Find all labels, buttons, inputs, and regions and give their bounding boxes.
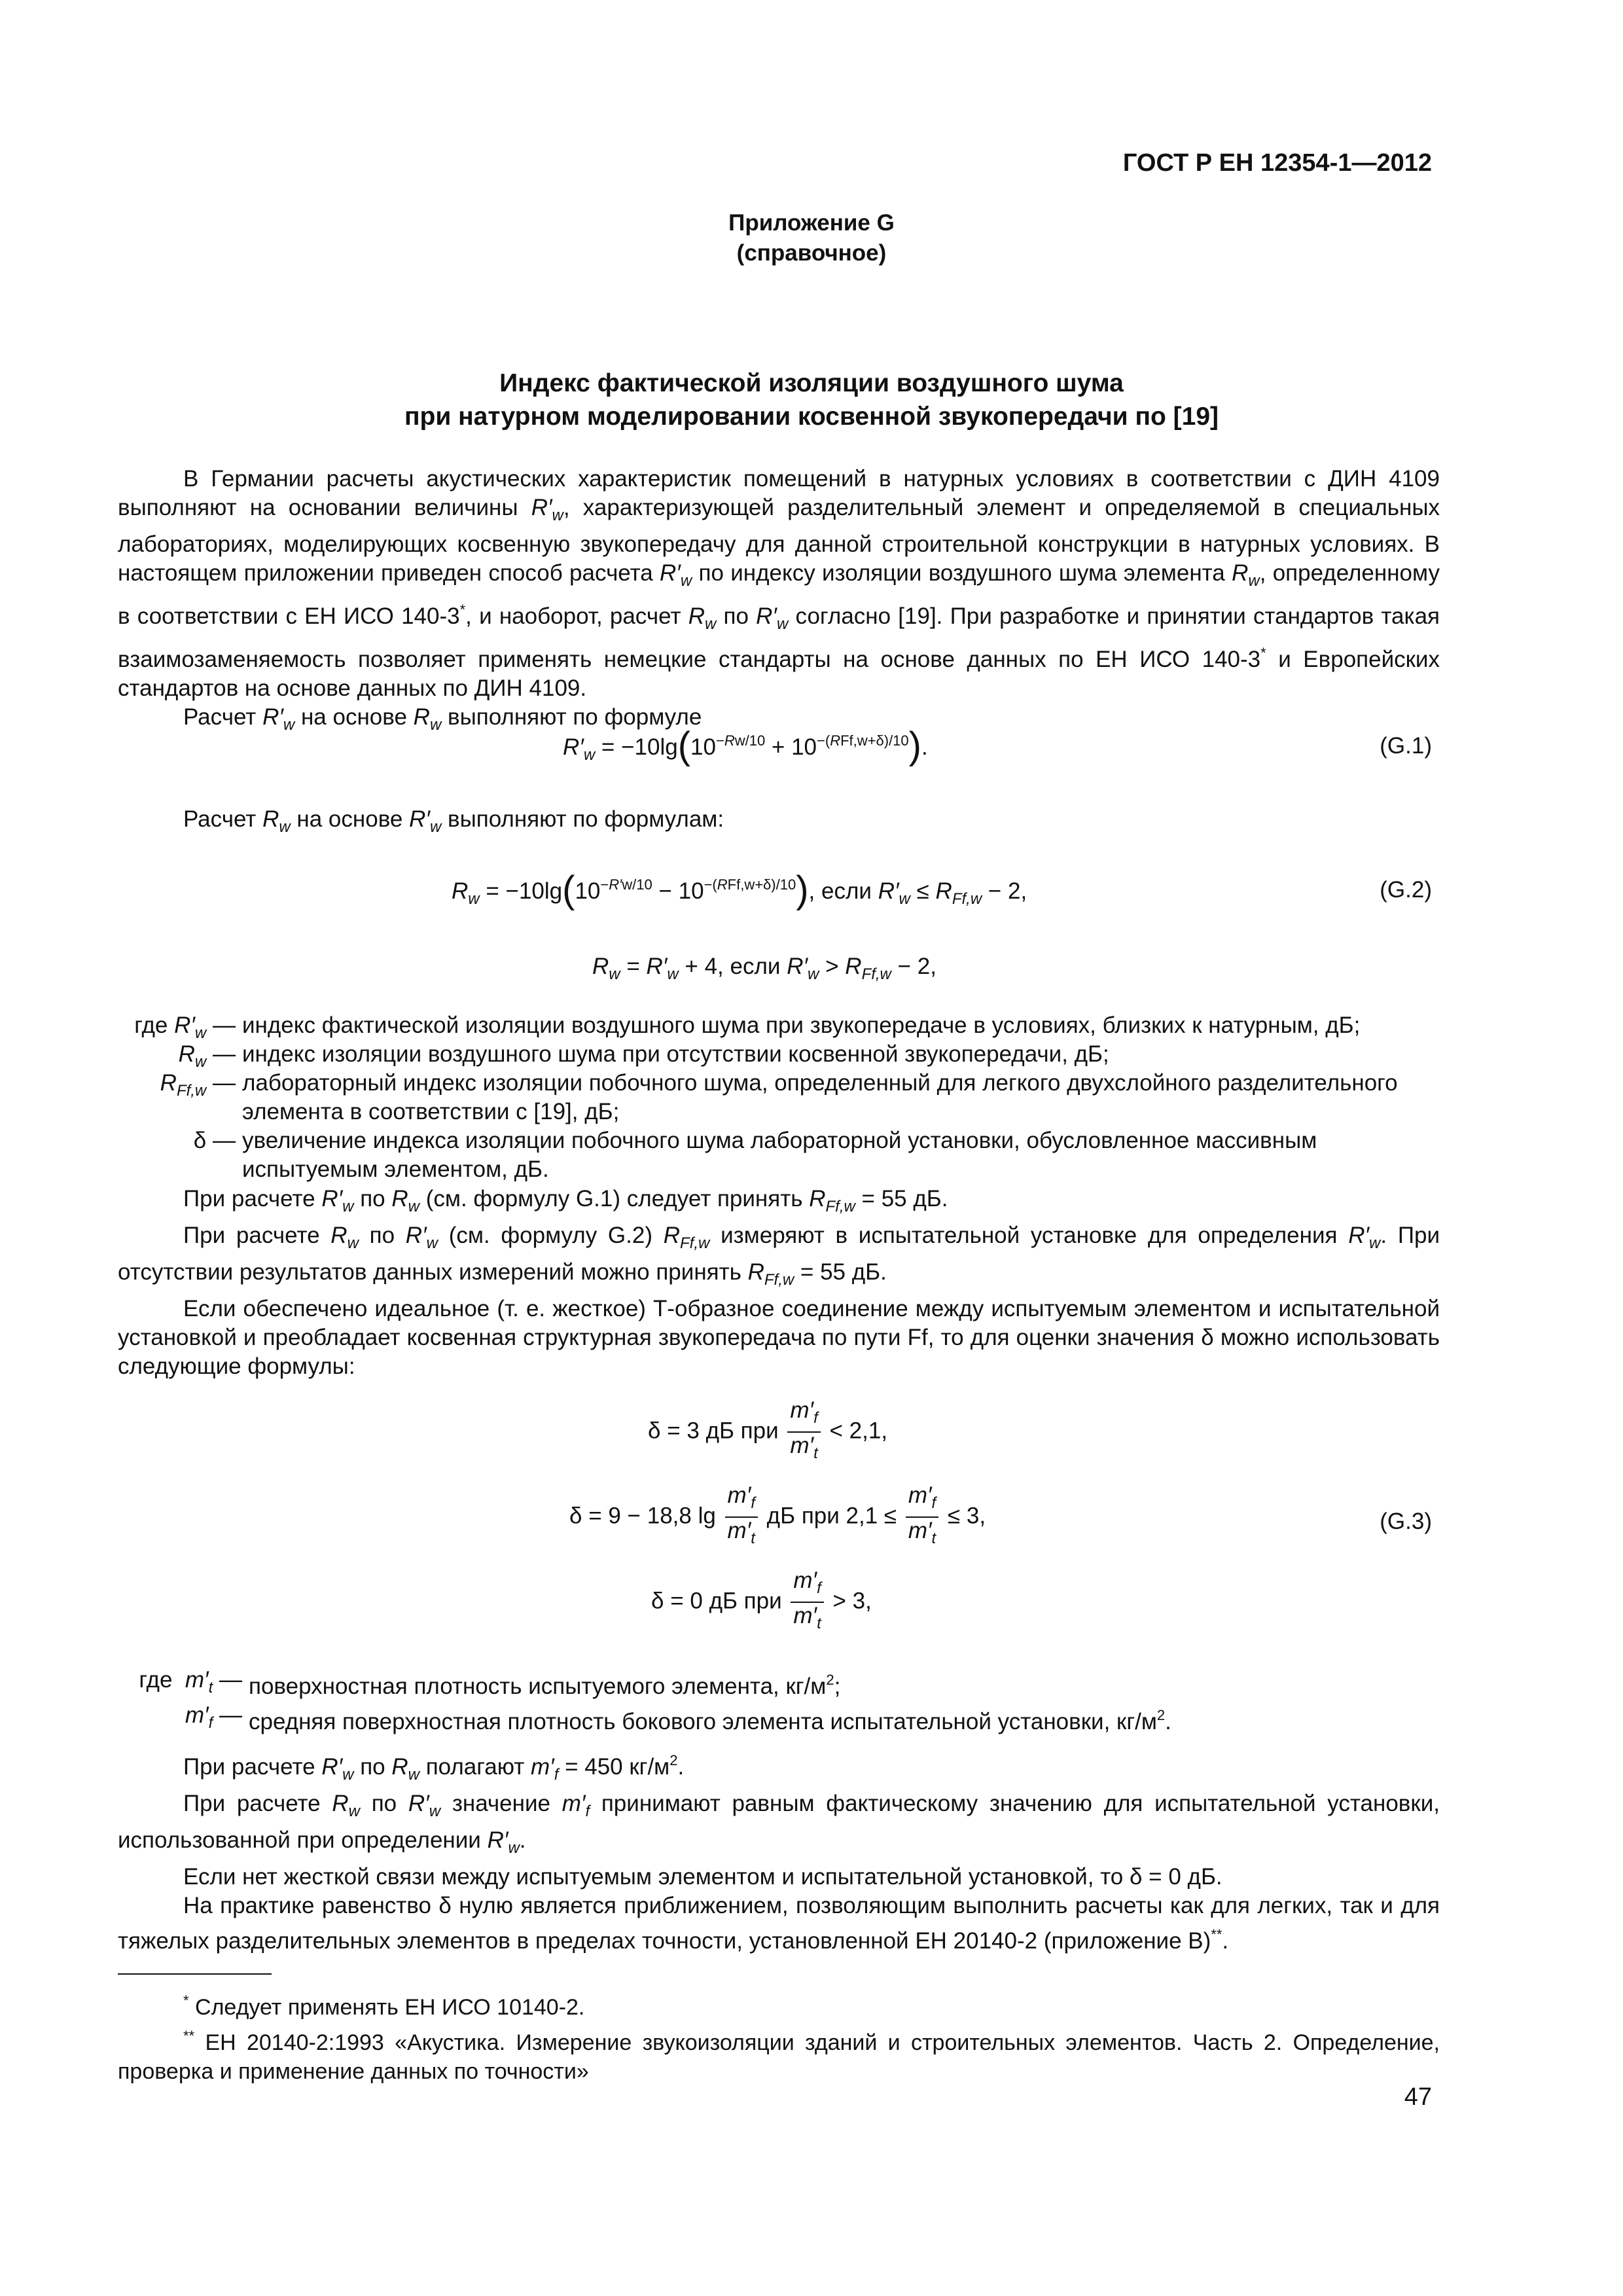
def-mf: $m'_f$ — средняя поверхностная плотность бокового элемента испытательной установки, $кг/м^2$. [185,1702,1171,1734]
def-rffw: $R_{Ff,w}$ — лабораторный индекс изоляции побочного шума, определенный для легкого двухслойного разделительного элемента в соответствии с [19], дБ; [160,1070,1398,1124]
formula-g3-line1: δ = 3 дБ при $\frac{m'_f}{m'_t}$ < 2,1, [648,1397,888,1462]
footnote-1: * Следует применять ЕН ИСО 10140-2. [183,1992,585,2020]
appendix-heading [0,208,1623,268]
formula-g2-line1: $R_w = -10\lg(10^{-R'w/10} - 10^{-(RFf,w+\delta)/10})$, если $R'_w \le R_{Ff,w} - 2$, [452,869,1027,911]
def-mt: где $m'_t$ — поверхностная плотность испытуемого элемента, $кг/м^2$; [139,1667,841,1699]
g2-intro: Расчет $R_w$ на основе $R'_w$ выполняют по формулам: [183,806,724,836]
formula-g1-number: (G.1) [1380,733,1432,759]
body-paragraphs: При расчете $R'_w$ по $R_w$ (см. формулу G.1) следует принять $R_{Ff,w} = 55$ дБ. При расчете $R_w$ по $R'_w$ (см. формулу G.2) $R_{Ff,w}$ измеряют в испытательной установке для определения $R'_w$. При отсутствии результатов данных измерений можно принять $R_{Ff,w} = 55$ дБ. Если обеспечено идеальное (т. е. жесткое) Т-образное соединение между испытуемым элементом и испытательной установкой и преобладает косвенная структурная звукопередача по пути Ff, то для оценки значения δ можно использовать следующие формулы: [118,1186,1440,1379]
def-delta: δ — увеличение индекса изоляции побочного шума лабораторной установки, обусловленное массивным испытуемым элементом, дБ. [193,1128,1317,1182]
appendix-type: (справочное) [736,240,887,266]
where-list-1 [118,1011,1440,1184]
def-rw: $R_w$ — индекс изоляции воздушного шума при отсутствии косвенной звукопередачи, дБ; [178,1041,1109,1071]
formula-g1: $R'_w = -10\lg(10^{-Rw/10} + 10^{-(RFf,w+\delta)/10})$. [563,725,928,767]
document-standard-header: ГОСТ Р ЕН 12354-1—2012 [1122,149,1432,177]
footnotes [118,1986,1440,2086]
intro-paragraph: В Германии расчеты акустических характеристик помещений в натурных условиях в соответствии с ДИН 4109 выполняют на основании величины $R'_w$, характеризующей разделительный элемент и определяемой в специальных лабораториях, моделирующих косвенную звукопередачу для данной строительной конструкции в натурных условиях. В настоящем приложении приведен способ расчета $R'_w$ по индексу изоляции воздушного шума элемента $R_w$, определенному в соответствии с ЕН ИСО 140-3*, и наоборот, расчет $R_w$ по $R'_w$ согласно [19]. При разработке и принятии стандартов такая взаимозаменяемость позволяет применять немецкие стандарты на основе данных по ЕН ИСО 140-3* и Европейских стандартов на основе данных по ДИН 4109. Расчет $R'_w$ на основе $R_w$ выполняют по формуле [118,466,1440,734]
section-title [0,367,1623,433]
footnote-separator [118,1973,272,1975]
formula-g3-number: (G.3) [1380,1509,1432,1534]
footnote-2: ** ЕН 20140-2:1993 «Акустика. Измерение звукоизоляции зданий и строительных элементов. Часть 2. Определение, проверка и применение данных по точности» [118,2028,1440,2084]
formula-g3-line3: δ = 0 дБ при $\frac{m'_f}{m'_t}$ > 3, [651,1568,872,1632]
where-list-2 [118,1666,1440,1736]
tail-paragraphs: При расчете $R'_w$ по $R_w$ полагают $m'_f = 450$ $кг/м^2$. При расчете $R_w$ по $R'_w$ значение $m'_f$ принимают равным фактическому значению для испытательной установки, использованной при определении $R'_w$. Если нет жесткой связи между испытуемым элементом и испытательной установкой, то δ = 0 дБ. На практике равенство δ нулю является приближением, позволяющим выполнить расчеты как для легких, так и для тяжелых разделительных элементов в пределах точности, установленной ЕН 20140-2 (приложение В)**. [118,1752,1440,1954]
formula-g2-line2: $R_w = R'_w + 4$, если $R'_w > R_{Ff,w} - 2$, [592,954,936,983]
def-rw-prime: где $R'_w$ — индекс фактической изоляции воздушного шума при звукопередаче в условиях, близких к натурным, дБ; [134,1013,1361,1042]
formula-g3-line2: δ = 9 − 18,8 lg $\frac{m'_f}{m'_t}$ дБ при 2,1 ≤ $\frac{m'_f}{m'_t}$ ≤ 3, [569,1482,986,1547]
appendix-label: Приложение G [728,210,895,236]
section-title-line1: Индекс фактической изоляции воздушного шума [499,369,1124,397]
formula-g2-number: (G.2) [1380,877,1432,903]
page-number: 47 [1404,2083,1432,2111]
section-title-line2: при натурном моделировании косвенной звукопередачи по [19] [404,403,1219,431]
